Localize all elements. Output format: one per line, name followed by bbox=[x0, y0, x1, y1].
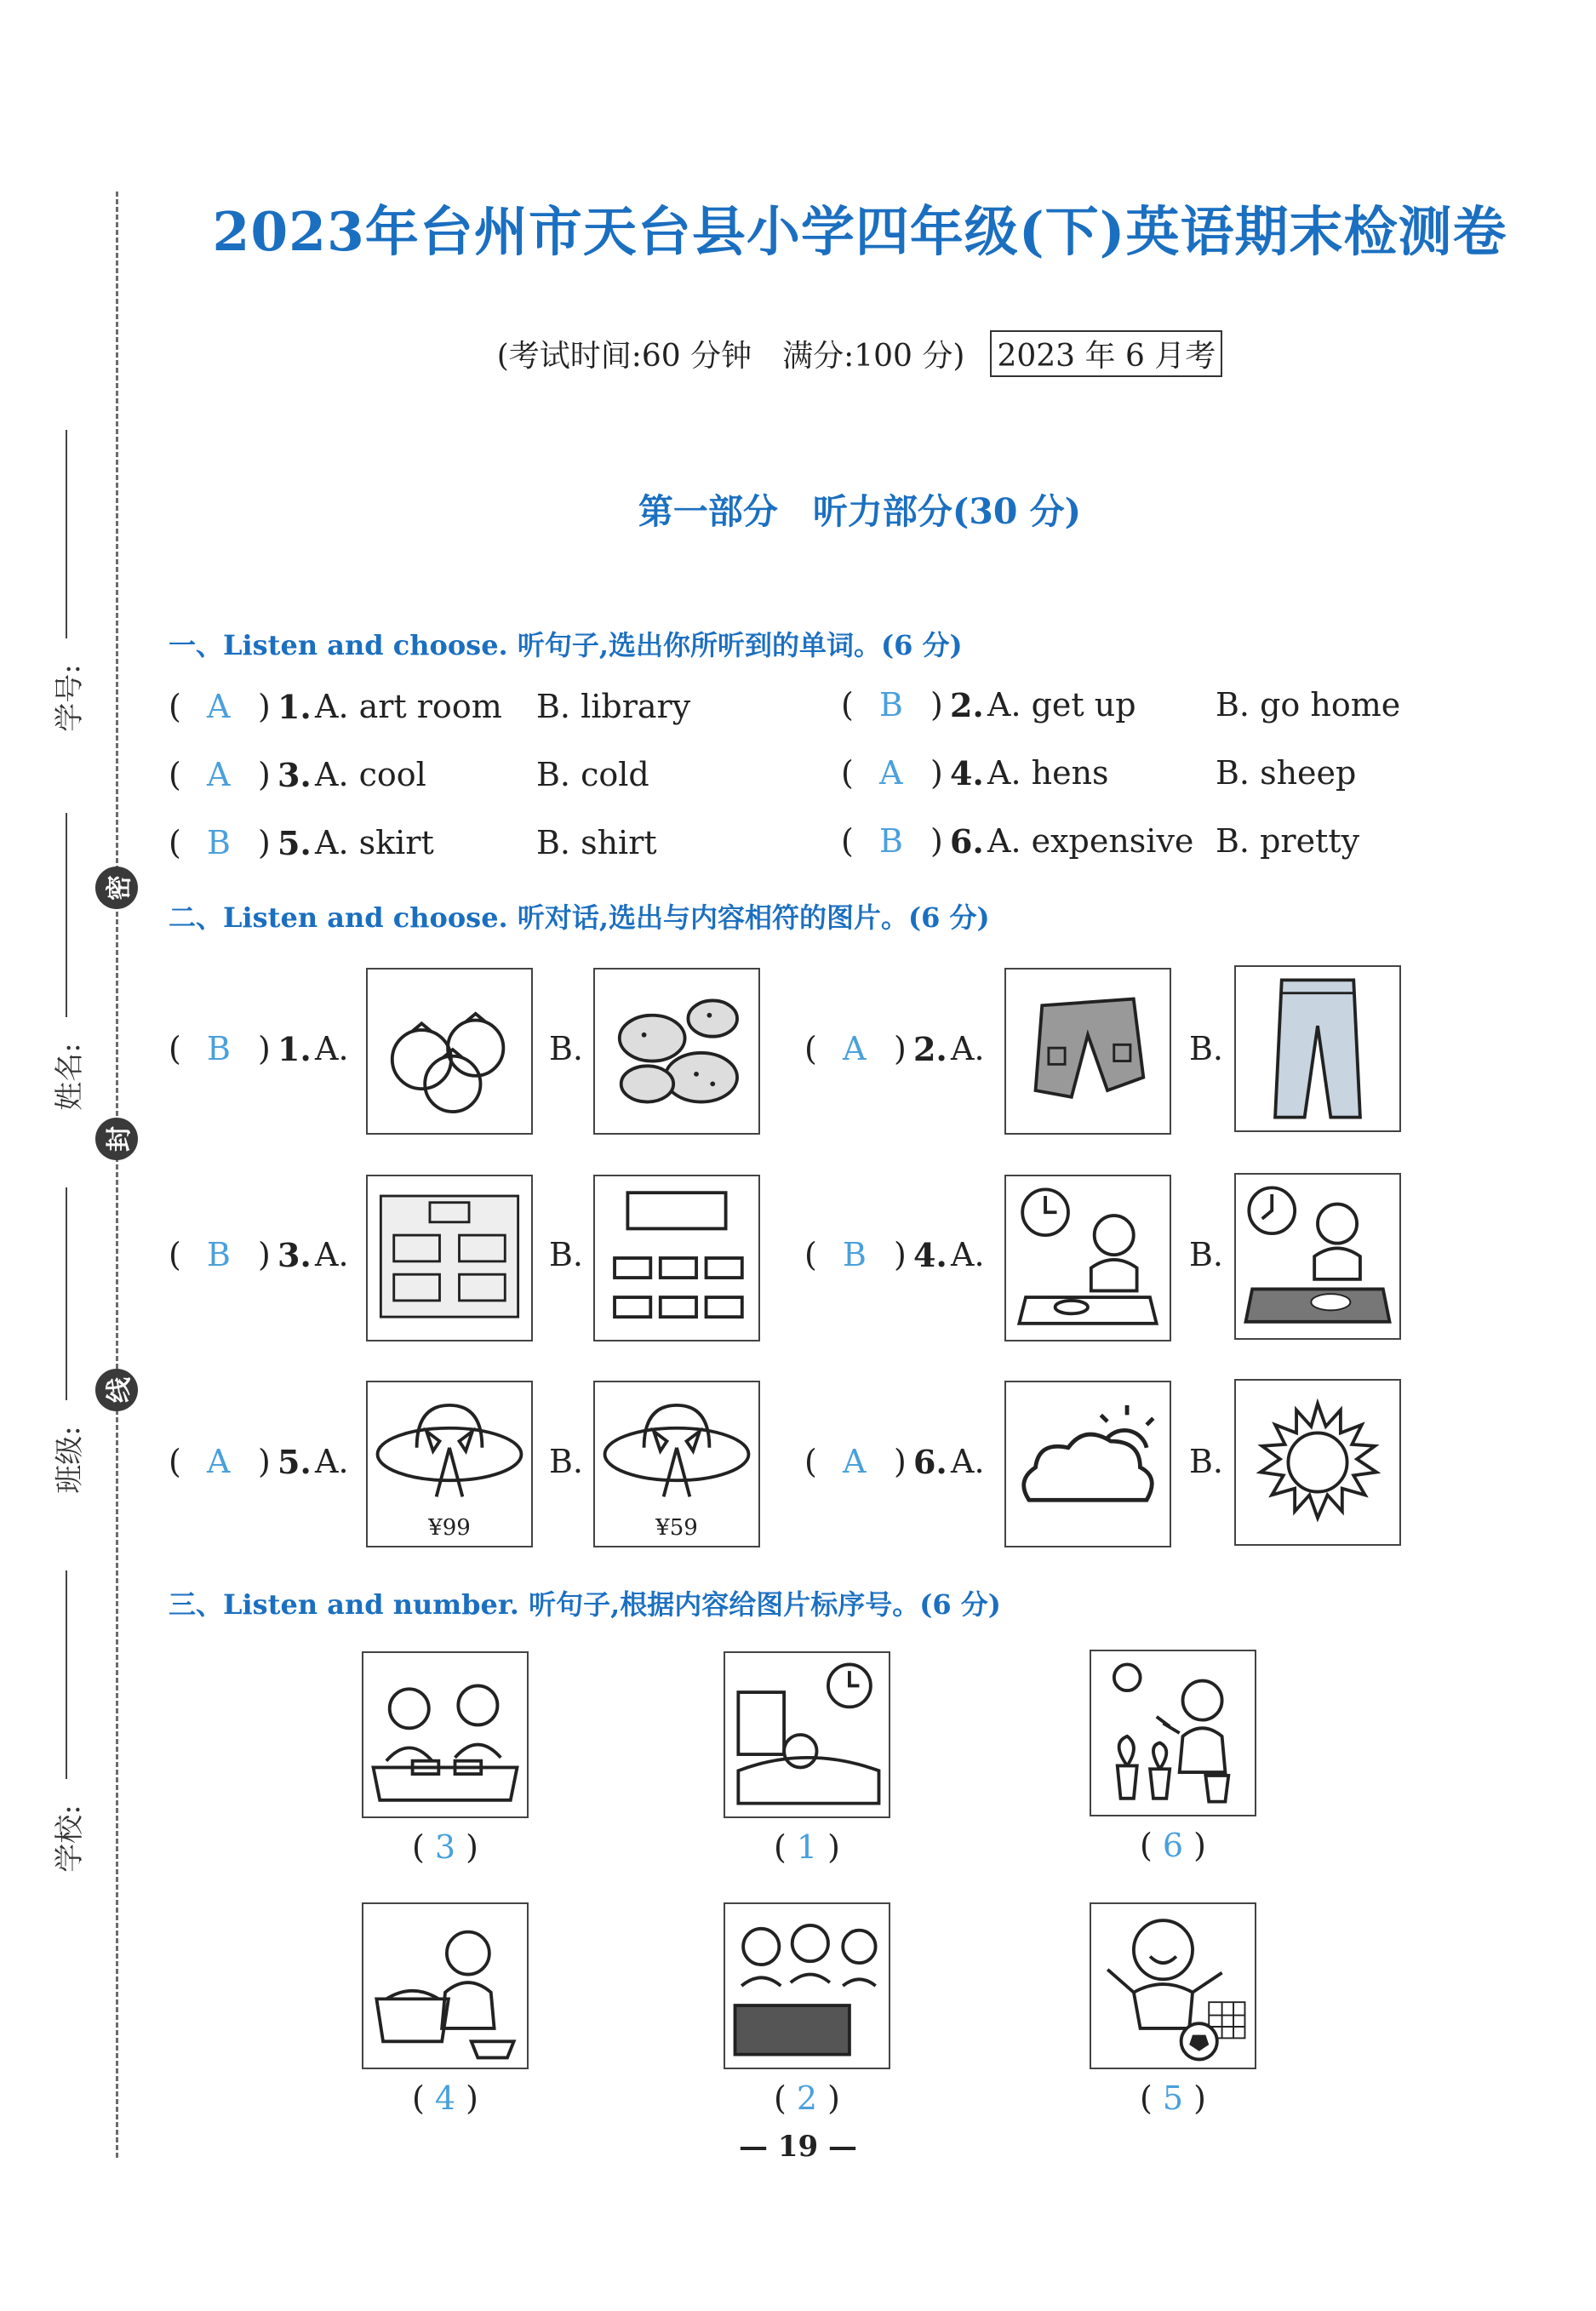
exam-date-box: 2023 年 6 月考 bbox=[990, 330, 1222, 377]
exam-time-score: (考试时间:60 分钟 满分:100 分) bbox=[496, 339, 965, 374]
sun-picture[interactable] bbox=[1234, 1379, 1401, 1546]
girls-reading-picture[interactable] bbox=[362, 1651, 529, 1818]
section3-heading: 三、Listen and number. 听句子,根据内容给图片标序号。(6 分) bbox=[169, 1588, 1001, 1621]
student-id-label: 学号: bbox=[52, 664, 87, 732]
answer-blank[interactable]: A bbox=[879, 754, 903, 792]
girl-washing-clothes-picture[interactable] bbox=[362, 1902, 529, 2069]
boy-dinner-picture[interactable] bbox=[1234, 1173, 1401, 1340]
answer-blank[interactable]: B bbox=[879, 822, 903, 860]
classroom-picture[interactable] bbox=[593, 1175, 760, 1341]
answer-blank[interactable]: B bbox=[207, 1030, 231, 1067]
s3-answer-6: ( 5 ) bbox=[1140, 2079, 1206, 2117]
answer-blank[interactable]: 2 bbox=[796, 2079, 818, 2117]
option-a: A. cool bbox=[315, 756, 426, 793]
answer-blank[interactable]: 1 bbox=[796, 1828, 818, 1866]
option-b-label: B. bbox=[1189, 1443, 1224, 1480]
seal-xian: 线 bbox=[95, 1369, 138, 1411]
seal-feng: 封 bbox=[95, 1118, 138, 1160]
answer-blank[interactable]: B bbox=[843, 1236, 867, 1273]
answer-blank[interactable]: A bbox=[843, 1030, 867, 1067]
part-title: 第一部分 听力部分(30 分) bbox=[638, 491, 1082, 532]
option-b: B. go home bbox=[1216, 686, 1401, 724]
option-b: B. sheep bbox=[1216, 754, 1357, 792]
cloudy-picture[interactable] bbox=[1004, 1381, 1171, 1547]
tomatoes-picture[interactable] bbox=[366, 968, 533, 1135]
answer-blank[interactable]: B bbox=[207, 1236, 231, 1273]
answer-blank[interactable]: 6 bbox=[1162, 1827, 1184, 1864]
page-number: — 19 — bbox=[739, 2130, 857, 2164]
girl-watering-flowers-picture[interactable] bbox=[1090, 1650, 1256, 1816]
boy-in-bed-picture[interactable] bbox=[724, 1651, 890, 1818]
children-at-piano-picture[interactable] bbox=[724, 1902, 890, 2069]
exam-info bbox=[128, 330, 1592, 377]
s3-answer-3: ( 6 ) bbox=[1140, 1827, 1206, 1864]
school-rule bbox=[66, 1570, 67, 1779]
option-a: A. skirt bbox=[315, 824, 434, 861]
option-a: A. art room bbox=[315, 688, 502, 725]
answer-blank[interactable]: 4 bbox=[434, 2079, 456, 2117]
seal-mi: 密 bbox=[95, 867, 138, 909]
option-b: B. library bbox=[536, 688, 691, 725]
option-b: B. shirt bbox=[536, 824, 657, 861]
answer-blank[interactable]: B bbox=[879, 686, 903, 724]
hat-picture-b[interactable] bbox=[593, 1381, 760, 1547]
option-b: B. pretty bbox=[1216, 822, 1360, 860]
class-label: 班级: bbox=[52, 1426, 87, 1494]
page-title: 2023年台州市天台县小学四年级(下)英语期末检测卷 bbox=[212, 200, 1507, 263]
s3-answer-2: ( 1 ) bbox=[774, 1828, 840, 1866]
name-label: 姓名: bbox=[52, 1043, 87, 1111]
potatoes-picture[interactable] bbox=[593, 968, 760, 1135]
binding-dashed-line bbox=[116, 192, 118, 2158]
boy-playing-football-picture[interactable] bbox=[1090, 1902, 1256, 2069]
option-b-label: B. bbox=[549, 1030, 584, 1067]
shorts-picture[interactable] bbox=[1004, 968, 1171, 1135]
student-id-rule bbox=[66, 430, 67, 638]
answer-blank[interactable]: A bbox=[207, 756, 231, 793]
s3-answer-1: ( 3 ) bbox=[412, 1828, 478, 1866]
option-b-label: B. bbox=[549, 1236, 584, 1273]
option-b-label: B. bbox=[1189, 1030, 1224, 1067]
option-b: B. cold bbox=[536, 756, 649, 793]
option-a: A. expensive bbox=[987, 822, 1194, 860]
answer-blank[interactable]: 5 bbox=[1162, 2079, 1184, 2117]
s3-answer-5: ( 2 ) bbox=[774, 2079, 840, 2117]
option-b-label: B. bbox=[549, 1443, 584, 1480]
s3-answer-4: ( 4 ) bbox=[412, 2079, 478, 2117]
option-a: A. hens bbox=[987, 754, 1109, 792]
option-a: A. get up bbox=[987, 686, 1136, 724]
answer-blank[interactable]: A bbox=[207, 688, 231, 725]
answer-blank[interactable]: A bbox=[843, 1443, 867, 1480]
option-b-label: B. bbox=[1189, 1236, 1224, 1273]
computer-room-picture[interactable] bbox=[366, 1175, 533, 1341]
hat-picture-a[interactable] bbox=[366, 1381, 533, 1547]
school-label: 学校: bbox=[52, 1805, 87, 1873]
price-label: ¥59 bbox=[655, 1515, 698, 1541]
pants-picture[interactable] bbox=[1234, 965, 1401, 1132]
price-label: ¥99 bbox=[428, 1515, 471, 1541]
answer-blank[interactable]: A bbox=[207, 1443, 231, 1480]
section2-heading: 二、Listen and choose. 听对话,选出与内容相符的图片。(6 分) bbox=[169, 901, 990, 934]
section1-heading: 一、Listen and choose. 听句子,选出你所听到的单词。(6 分) bbox=[169, 629, 963, 661]
boy-breakfast-picture[interactable] bbox=[1004, 1175, 1171, 1341]
class-rule bbox=[66, 1187, 67, 1400]
name-rule bbox=[66, 813, 67, 1017]
answer-blank[interactable]: B bbox=[207, 824, 231, 861]
answer-blank[interactable]: 3 bbox=[434, 1828, 456, 1866]
